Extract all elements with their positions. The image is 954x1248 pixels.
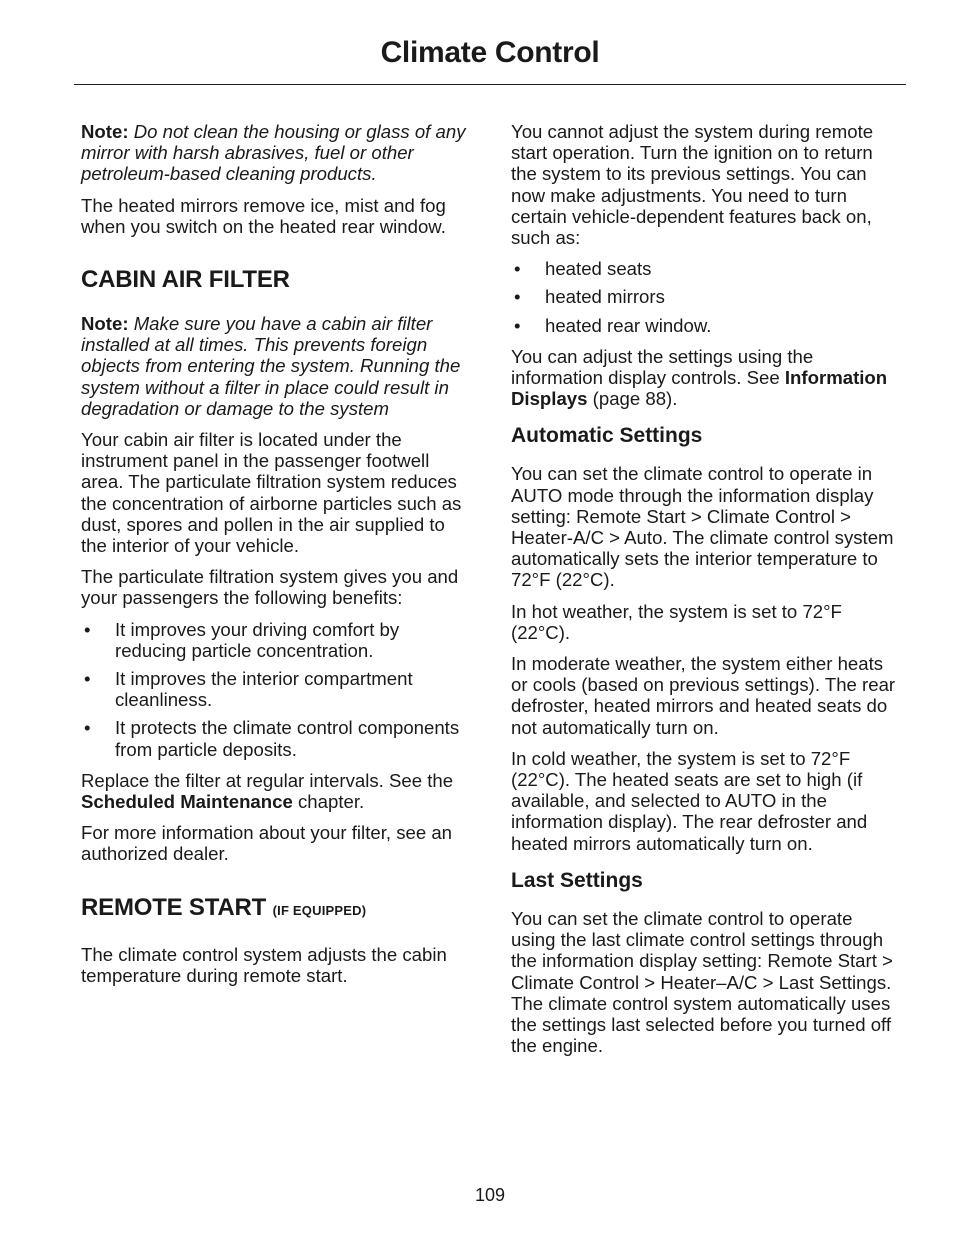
bullet-icon: • — [514, 314, 521, 336]
scheduled-maintenance-link[interactable]: Scheduled Maintenance — [81, 791, 293, 813]
if-equipped-label: (IF EQUIPPED) — [272, 902, 367, 918]
list-item: • heated rear window. — [514, 314, 712, 336]
list-item: • It improves your driving comfort by reducing particle concentration. — [84, 618, 400, 661]
information-displays-link[interactable]: Information Displays — [511, 367, 888, 410]
note-label: Note: — [81, 121, 129, 142]
hot-weather-text: In hot weather, the system is set to 72°F (22°C). — [511, 600, 842, 643]
bullet-icon: • — [514, 258, 521, 280]
list-item: • It protects the climate control components from particle deposits. — [84, 717, 460, 760]
right-column — [511, 121, 901, 1066]
cold-weather-text: In cold weather, the system is set to 72°F (22°C). The heated seats are set to high (if available, and selected to AUTO in the information display). The rear defroster and heated mirrors automatically turn on. — [511, 747, 868, 854]
last-settings-text: You can set the climate control to operate using the last climate control settings through the information display setting: Remote Start > Climate Control > Heater–A/C > Last Settings. The climate control system automatically uses the settings last selected before you turned off the engine. — [511, 907, 893, 1057]
title-divider — [74, 84, 906, 85]
moderate-weather-text: In moderate weather, the system either heats or cools (based on previous settings). The rear defroster, heated mirrors and heated seats do not automatically turn on. — [511, 653, 896, 738]
benefits-list — [81, 619, 471, 760]
benefits-intro: The particulate filtration system gives you and your passengers the following benefits: — [81, 566, 459, 609]
note-mirror-cleaning — [81, 121, 471, 185]
note-text: Do not clean the housing or glass of any mirror with harsh abrasives, fuel or other petroleum-based cleaning products. — [81, 121, 466, 185]
replace-filter-text: Replace the filter at regular intervals. See the Scheduled Maintenance chapter. — [81, 769, 454, 813]
list-item: • It improves the interior compartment cleanliness. — [84, 668, 413, 711]
adjust-settings-text: You can adjust the settings using the information display controls. See Information Displays (page 88). — [511, 345, 888, 410]
list-item: • heated mirrors — [514, 286, 665, 308]
note-text: Make sure you have a cabin air filter installed at all times. This prevents foreign objects from entering the system. Running the system without a filter in place could result in degradation or damage to the system — [81, 313, 461, 419]
filter-location-text: Your cabin air filter is located under the instrument panel in the passenger footwell area. The particulate filtration system reduces the concentration of airborne particles such as dust, spores and pollen in the air supplied to the interior of your vehicle. — [81, 429, 462, 557]
automatic-settings-heading: Automatic Settings — [511, 424, 703, 448]
cabin-air-filter-heading: CABIN AIR FILTER — [81, 266, 290, 294]
last-settings-heading: Last Settings — [511, 868, 643, 892]
features-list — [511, 258, 901, 336]
heated-mirrors-text: The heated mirrors remove ice, mist and fog when you switch on the heated rear window. — [81, 194, 446, 237]
bullet-icon: • — [514, 286, 521, 308]
cannot-adjust-text: You cannot adjust the system during remote start operation. Turn the ignition on to return the system to its previous settings. You can now make adjustments. You need to turn certain vehicle-dependent features back on, such as: — [511, 121, 874, 249]
bullet-icon: • — [84, 668, 91, 690]
remote-start-heading: REMOTE START (IF EQUIPPED) — [81, 893, 367, 921]
more-info-text: For more information about your filter, see an authorized dealer. — [81, 822, 453, 865]
page-title: Climate Control — [380, 36, 600, 69]
note-cabin-filter — [81, 313, 471, 419]
remote-start-text: The climate control system adjusts the cabin temperature during remote start. — [81, 943, 447, 986]
page-number: 109 — [474, 1185, 506, 1205]
bullet-icon: • — [84, 717, 91, 739]
left-column — [81, 121, 471, 996]
note-label: Note: — [81, 313, 129, 335]
bullet-icon: • — [84, 618, 91, 640]
list-item: • heated seats — [514, 258, 652, 280]
auto-mode-text: You can set the climate control to operate in AUTO mode through the information display setting: Remote Start > Climate Control > Heater-A/C > Auto. The climate control system automatically sets the interior temperature to 72°F (22°C). — [511, 463, 894, 591]
